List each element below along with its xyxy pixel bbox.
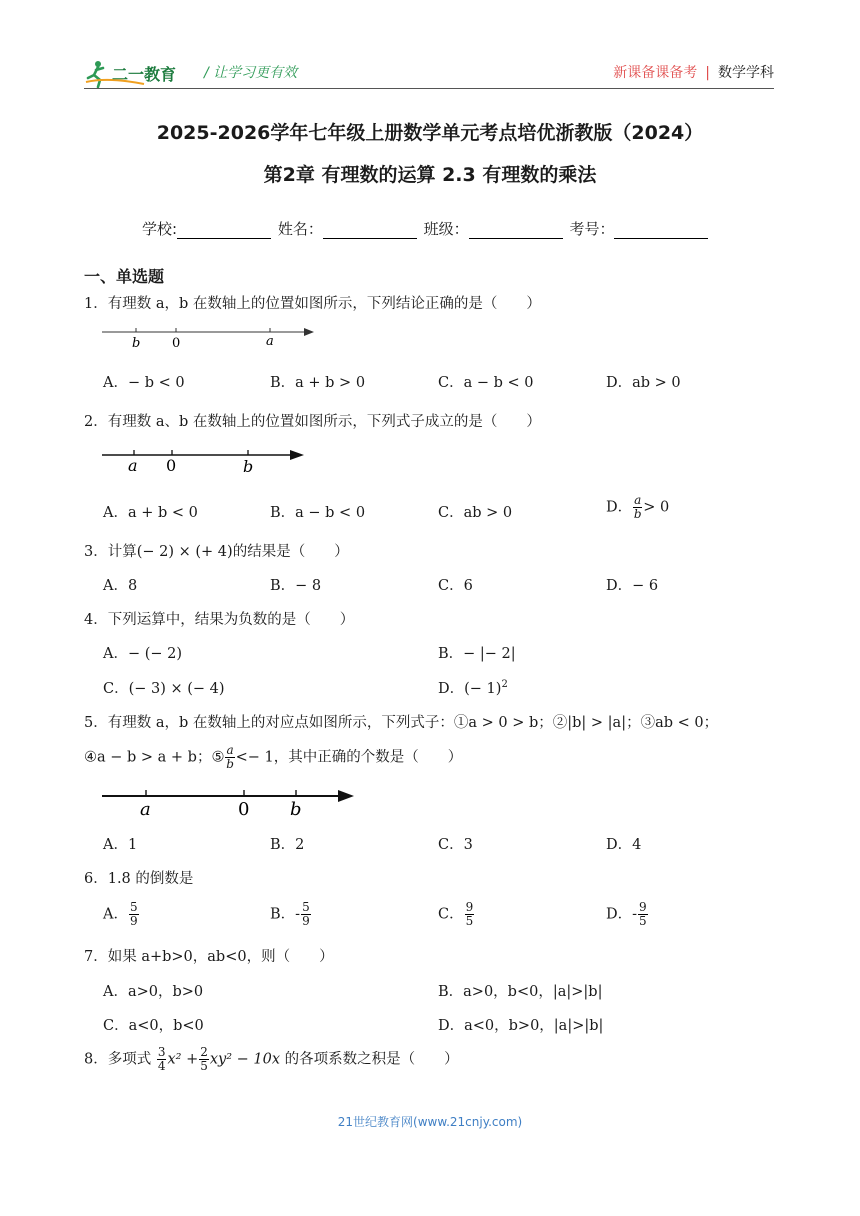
class-field[interactable] <box>469 222 563 239</box>
logo <box>84 58 204 90</box>
fraction-num: a <box>226 743 234 757</box>
fraction <box>633 494 642 521</box>
fraction-den: b <box>226 757 234 771</box>
section-heading: 一、单选题 <box>84 267 165 286</box>
number-field[interactable] <box>614 222 708 239</box>
fraction-num: 5 <box>129 900 138 914</box>
nl1-label-a: a <box>266 334 274 349</box>
question-4-stem: 4．下列运算中，结果为负数的是（ ） <box>84 612 355 628</box>
class-label: 班级： <box>423 220 469 238</box>
nl2-label-b: b <box>243 457 254 475</box>
number-line-2 <box>100 445 310 475</box>
fraction-num: a <box>634 493 642 507</box>
number-line-1 <box>100 322 320 352</box>
q4-option-a[interactable]: A．− (− 2) <box>103 646 183 662</box>
fraction-den: b <box>633 507 642 521</box>
q2-option-d-rest: > 0 <box>643 499 670 516</box>
nl2-label-a: a <box>128 456 138 475</box>
q7-option-a[interactable]: A．a>0，b>0 <box>103 984 204 1000</box>
q3-option-d[interactable]: D．− 6 <box>606 578 659 594</box>
header-rule <box>84 88 774 89</box>
q3-option-a[interactable]: A．8 <box>103 578 138 594</box>
q1-option-c[interactable]: C．a − b < 0 <box>438 375 534 391</box>
fraction-num: 3 <box>157 1045 166 1059</box>
q6-option-b[interactable] <box>270 901 312 928</box>
fraction <box>225 744 234 771</box>
q5-stem-part2: <− 1，其中正确的个数是（ ） <box>235 749 463 766</box>
fraction-num: 2 <box>200 1045 208 1059</box>
q6-option-c[interactable] <box>438 901 475 928</box>
q8-stem-post: 的各项系数之积是（ ） <box>284 1051 459 1068</box>
fraction-den: 4 <box>157 1059 166 1073</box>
q6-d-label: D．- <box>606 906 638 923</box>
header-right <box>613 62 774 82</box>
q3-option-c[interactable]: C．6 <box>438 578 473 594</box>
q5-option-b[interactable]: B．2 <box>270 837 305 853</box>
question-7-stem: 7．如果 a+b>0，ab<0，则（ ） <box>84 949 334 965</box>
q7-option-b[interactable]: B．a>0，b<0，|a|>|b| <box>438 984 603 1000</box>
q2-option-d[interactable] <box>606 494 669 521</box>
q4-option-d[interactable] <box>438 677 508 698</box>
nl3-label-a: a <box>140 799 151 820</box>
logo-text: 二一教育 <box>112 65 177 84</box>
question-6-stem: 6．1.8 的倒数是 <box>84 871 194 887</box>
fraction <box>157 1046 167 1073</box>
q2-option-d-label: D． <box>606 499 633 516</box>
q4-option-d-base: D．(− 1) <box>438 681 502 697</box>
fraction-den: 5 <box>639 914 647 928</box>
nl3-label-b: b <box>290 799 302 820</box>
school-field[interactable] <box>177 222 271 239</box>
name-field[interactable] <box>323 222 417 239</box>
number-label: 考号： <box>569 220 615 238</box>
fraction-num: 9 <box>639 900 647 914</box>
nl2-label-0: 0 <box>166 456 177 475</box>
name-label: 姓名： <box>277 220 323 238</box>
fraction-den: 5 <box>465 914 474 928</box>
question-5-stem-b <box>84 744 462 771</box>
q4-option-b[interactable]: B．− |− 2| <box>438 646 516 662</box>
student-info <box>142 218 710 239</box>
q8-stem-pre: 8．多项式 <box>84 1051 152 1068</box>
q1-option-d[interactable]: D．ab > 0 <box>606 375 681 391</box>
fraction <box>301 901 311 928</box>
header-red-text: 新课备课备考 <box>613 65 698 81</box>
question-3-stem: 3．计算(− 2) × (+ 4)的结果是（ ） <box>84 544 349 560</box>
number-line-3 <box>100 786 360 820</box>
fraction-den: 9 <box>129 914 138 928</box>
q6-a-label: A． <box>103 906 128 923</box>
fraction-den: 5 <box>200 1059 208 1073</box>
fraction <box>129 901 139 928</box>
question-1-stem: 1．有理数 a，b 在数轴上的位置如图所示，下列结论正确的是（ ） <box>84 296 541 312</box>
q4-option-d-exp: 2 <box>501 679 508 691</box>
question-5-stem-a: 5．有理数 a，b 在数轴上的对应点如图所示，下列式子：①a > 0 > b；②|b| > |a|；③ab < 0； <box>84 715 719 731</box>
q1-option-b[interactable]: B．a + b > 0 <box>270 375 366 391</box>
title-line-2: 第2章 有理数的运算 2.3 有理数的乘法 <box>263 164 597 186</box>
fraction-num: 5 <box>302 900 310 914</box>
slogan: / 让学习更有效 <box>204 65 298 81</box>
q1-option-a[interactable]: A．− b < 0 <box>103 375 185 391</box>
nl3-label-0: 0 <box>238 799 250 820</box>
q6-c-label: C． <box>438 906 464 923</box>
nl1-label-b: b <box>132 336 141 351</box>
fraction-num: 9 <box>465 900 474 914</box>
q6-option-a[interactable] <box>103 901 140 928</box>
fraction <box>199 1046 209 1073</box>
q5-option-c[interactable]: C．3 <box>438 837 473 853</box>
q5-stem-part1: ④a − b > a + b；⑤ <box>84 749 225 766</box>
fraction <box>638 901 648 928</box>
q3-option-b[interactable]: B．− 8 <box>270 578 322 594</box>
fraction <box>465 901 475 928</box>
question-8-stem <box>84 1046 459 1073</box>
q5-option-d[interactable]: D．4 <box>606 837 642 853</box>
fraction-den: 9 <box>302 914 310 928</box>
q4-option-c[interactable]: C．(− 3) × (− 4) <box>103 681 225 697</box>
q7-option-d[interactable]: D．a<0，b>0，|a|>|b| <box>438 1018 604 1034</box>
title-line-1: 2025-2026学年七年级上册数学单元考点培优浙教版（2024） <box>156 122 704 144</box>
q2-option-a[interactable]: A．a + b < 0 <box>103 505 198 521</box>
q6-option-d[interactable] <box>606 901 649 928</box>
q2-option-b[interactable]: B．a − b < 0 <box>270 505 366 521</box>
q5-option-a[interactable]: A．1 <box>103 837 138 853</box>
header-subject: 数学学科 <box>718 65 774 81</box>
q8-term-2: xy² − 10x <box>209 1051 281 1068</box>
q2-option-c[interactable]: C．ab > 0 <box>438 505 513 521</box>
nl1-label-0: 0 <box>172 336 181 351</box>
school-label: 学校: <box>142 220 178 238</box>
q6-b-label: B．- <box>270 906 301 923</box>
footer-link[interactable]: 21世纪教育网(www.21cnjy.com) <box>337 1115 523 1129</box>
header-separator: | <box>705 65 710 81</box>
question-2-stem: 2．有理数 a、b 在数轴上的位置如图所示，下列式子成立的是（ ） <box>84 414 541 430</box>
q7-option-c[interactable]: C．a<0，b<0 <box>103 1018 204 1034</box>
q8-term-1: x² + <box>167 1051 199 1068</box>
